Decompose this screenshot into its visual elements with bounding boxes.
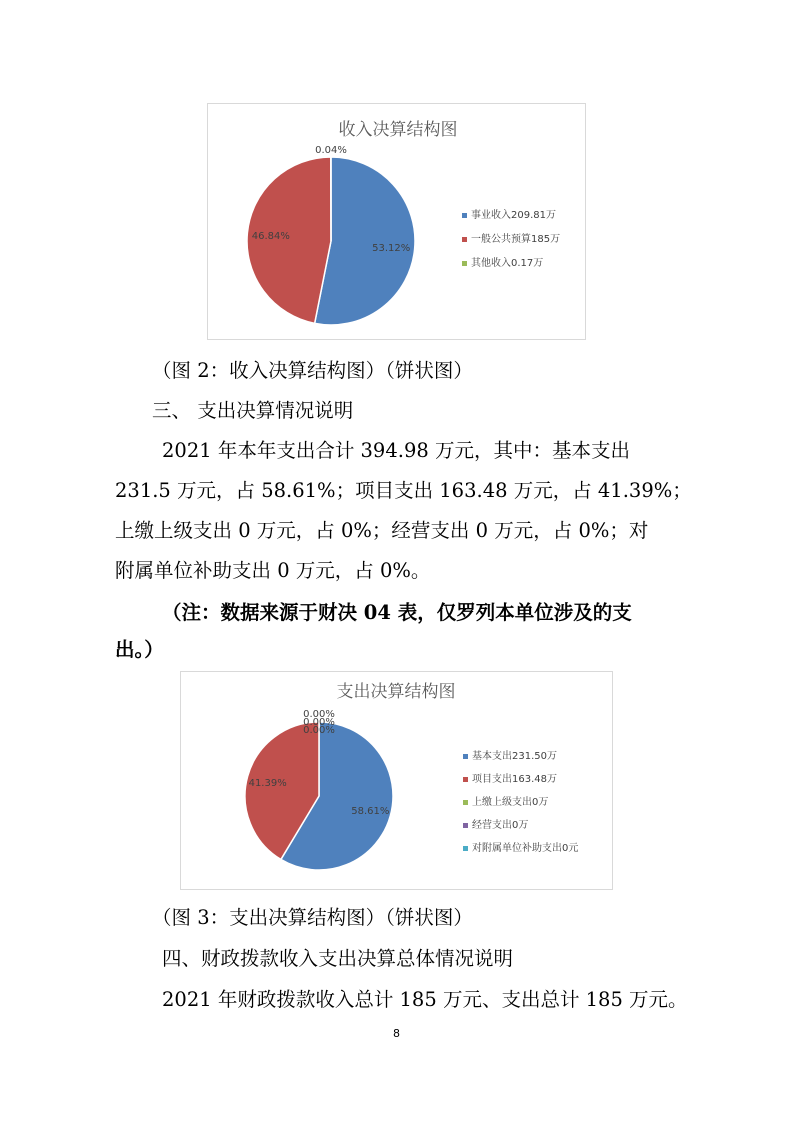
- paragraph-line: 上缴上级支出 0 万元，占 0%；经营支出 0 万元，占 0%；对: [115, 519, 649, 542]
- legend-swatch: [463, 823, 468, 828]
- pie-data-label: 0.00%: [303, 717, 335, 728]
- paragraph-line: 附属单位补助支出 0 万元，占 0%。: [115, 559, 431, 582]
- paragraph-line: 2021 年本年支出合计 394.98 万元，其中：基本支出: [162, 439, 630, 462]
- expenditure-chart: [180, 671, 613, 890]
- legend-entry: 对附属单位补助支出0元: [472, 843, 579, 854]
- pie-data-label: 46.84%: [251, 231, 290, 243]
- legend-entry: 上缴上级支出0万: [472, 797, 549, 808]
- figure-caption-2: （图 2：收入决算结构图）（饼状图）: [152, 359, 473, 382]
- chart-title: 支出决算结构图: [336, 682, 456, 702]
- legend-swatch: [463, 846, 468, 851]
- page-number: 8: [393, 1027, 400, 1040]
- chart-title: 收入决算结构图: [338, 120, 458, 140]
- legend-swatch: [463, 754, 468, 759]
- legend-entry: 事业收入209.81万: [471, 210, 556, 221]
- income-pie-svg: [208, 104, 585, 339]
- legend-entry: 经营支出0万: [472, 820, 529, 831]
- section-heading-4: 四、财政拨款收入支出决算总体情况说明: [162, 947, 514, 970]
- pie-data-label: 0.00%: [303, 709, 335, 720]
- legend-swatch: [462, 261, 467, 266]
- section-heading-3: 三、 支出决算情况说明: [152, 399, 354, 422]
- legend-entry: 一般公共预算185万: [471, 234, 561, 245]
- figure-caption-3: （图 3：支出决算结构图）（饼状图）: [152, 906, 473, 929]
- pie-data-label: 0.00%: [303, 725, 335, 736]
- legend-swatch: [462, 237, 467, 242]
- legend-entry: 其他收入0.17万: [471, 258, 544, 269]
- note-line: （注：数据来源于财决 04 表，仅罗列本单位涉及的支: [162, 601, 632, 624]
- legend-swatch: [462, 213, 467, 218]
- legend-entry: 项目支出163.48万: [472, 774, 557, 785]
- pie-data-label: 41.39%: [248, 777, 287, 789]
- pie-data-label: 0.04%: [315, 145, 347, 156]
- expenditure-pie-svg: [181, 672, 612, 889]
- pie-data-label: 58.61%: [351, 806, 390, 818]
- paragraph-line: 231.5 万元，占 58.61%；项目支出 163.48 万元，占 41.39%；: [115, 479, 692, 502]
- legend-swatch: [463, 800, 468, 805]
- legend-entry: 基本支出231.50万: [472, 751, 557, 762]
- note-line: 出。）: [115, 638, 164, 661]
- pie-data-label: 53.12%: [372, 242, 411, 254]
- paragraph-line: 2021 年财政拨款收入总计 185 万元、支出总计 185 万元。: [162, 988, 688, 1011]
- income-chart: [207, 103, 586, 340]
- legend-swatch: [463, 777, 468, 782]
